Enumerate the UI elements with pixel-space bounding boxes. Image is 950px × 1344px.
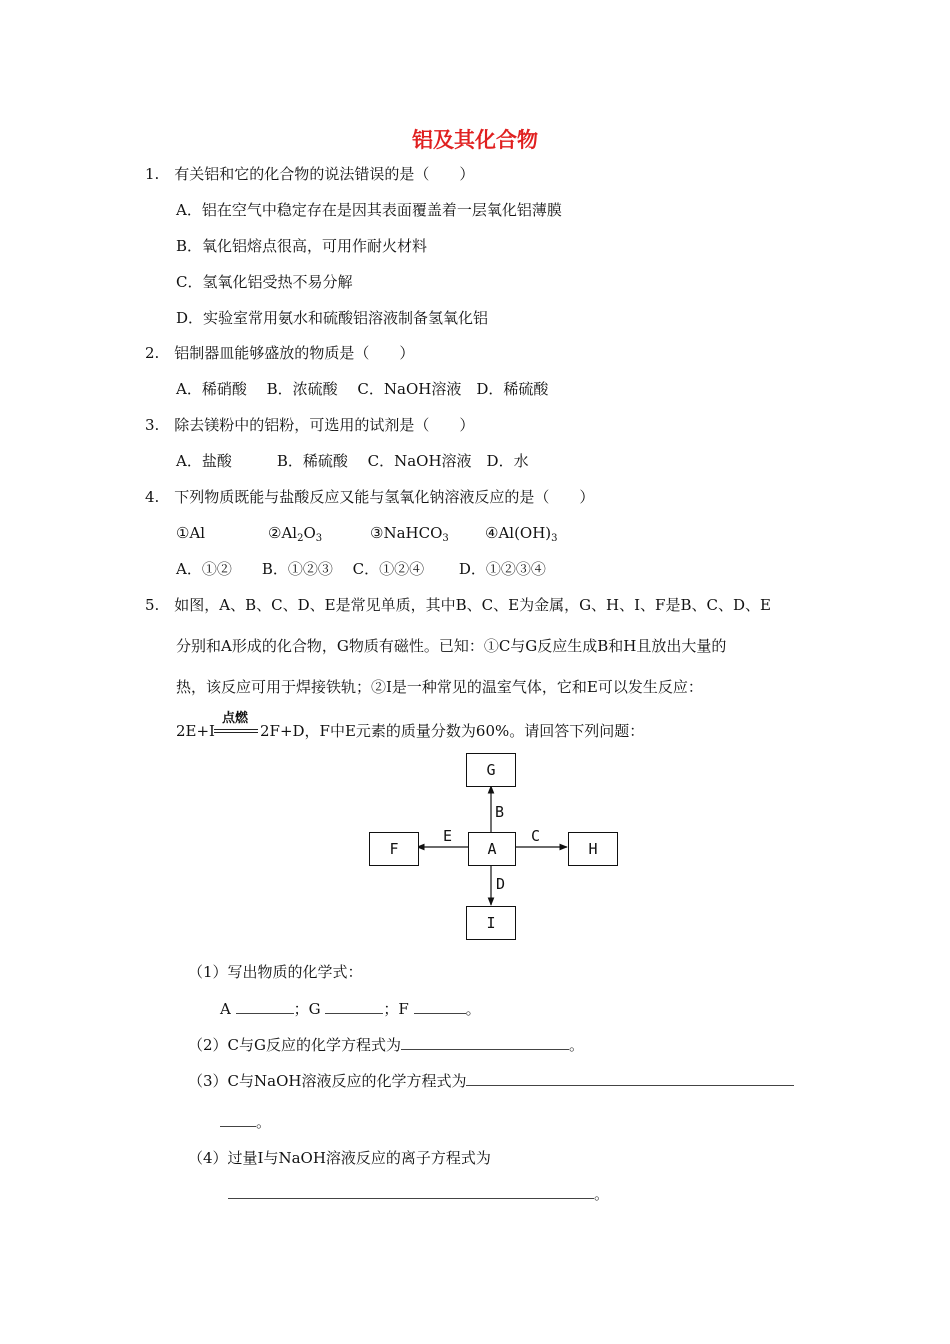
box-h: H bbox=[568, 832, 618, 866]
answer-a-blank[interactable] bbox=[236, 999, 294, 1014]
question-4-stem: 4. 下列物质既能与盐酸反应又能与氢氧化钠溶液反应的是（ ） bbox=[145, 488, 595, 506]
question-3-options: A．盐酸 B．稀硫酸 C．NaOH溶液 D．水 bbox=[176, 452, 529, 470]
question-5-stem-line-2: 分别和A形成的化合物，G物质有磁性。已知：①C与G反应生成B和H且放出大量的 bbox=[176, 637, 727, 655]
answer-3-blank-line-2[interactable] bbox=[220, 1112, 256, 1127]
question-4-item-3: ③NaHCO$_3$ bbox=[370, 524, 449, 544]
question-3-stem: 3. 除去镁粉中的铝粉，可选用的试剂是（ ） bbox=[145, 416, 475, 434]
box-a: A bbox=[468, 832, 516, 866]
box-i: I bbox=[466, 906, 516, 940]
box-g: G bbox=[466, 753, 516, 787]
question-1-stem: 1. 有关铝和它的化合物的说法错误的是（ ） bbox=[145, 165, 475, 183]
reaction-equation-right: 2F+D，F中E元素的质量分数为60%。请回答下列问题： bbox=[260, 722, 645, 740]
subquestion-4-answer: 。 bbox=[228, 1184, 609, 1204]
question-5-stem-line-1: 5. 如图，A、B、C、D、E是常见单质，其中B、C、E为金属，G、H、I、F是B、C、D、E bbox=[145, 596, 771, 614]
label-b: B bbox=[495, 803, 505, 821]
question-1-option-a: A．铝在空气中稳定存在是因其表面覆盖着一层氧化铝薄膜 bbox=[176, 201, 562, 219]
question-1-option-b: B．氧化铝熔点很高，可用作耐火材料 bbox=[176, 237, 428, 255]
label-d: D bbox=[496, 875, 506, 893]
question-4-options: A．①② B．①②③ C．①②④ D．①②③④ bbox=[176, 560, 546, 578]
question-4-item-4: $④Al(OH)_3$ bbox=[485, 524, 558, 544]
answer-4-blank[interactable] bbox=[228, 1184, 594, 1199]
question-1-option-d: D．实验室常用氨水和硫酸铝溶液制备氢氧化铝 bbox=[176, 309, 489, 327]
page-title: 铝及其化合物 bbox=[412, 128, 538, 152]
label-c: C bbox=[531, 827, 541, 845]
box-f: F bbox=[369, 832, 419, 866]
answer-f-blank[interactable] bbox=[414, 999, 466, 1014]
question-5-stem-line-3: 热，该反应可用于焊接铁轨；②I是一种常见的温室气体，它和E可以发生反应： bbox=[176, 678, 703, 696]
question-2-stem: 2. 铝制器皿能够盛放的物质是（ ） bbox=[145, 344, 415, 362]
answer-g-blank[interactable] bbox=[325, 999, 383, 1014]
question-1-option-c: C．氢氧化铝受热不易分解 bbox=[176, 273, 353, 291]
reaction-equation-left: 2E+I bbox=[176, 722, 215, 740]
label-e: E bbox=[443, 827, 453, 845]
subquestion-2: （2）C与G反应的化学方程式为 。 bbox=[188, 1036, 585, 1054]
subquestion-1: （1）写出物质的化学式： bbox=[188, 963, 363, 981]
subquestion-4: （4）过量I与NaOH溶液反应的离子方程式为 bbox=[188, 1149, 491, 1167]
answer-2-blank[interactable] bbox=[401, 1035, 569, 1050]
subquestion-3-continuation: 。 bbox=[220, 1112, 271, 1132]
subquestion-3: （3）C与NaOH溶液反应的化学方程式为 bbox=[188, 1071, 794, 1091]
question-4-item-2: $②Al_2O_3$ bbox=[268, 524, 323, 544]
answer-3-blank-line-1[interactable] bbox=[466, 1071, 794, 1086]
question-4-item-1: ①Al bbox=[176, 524, 206, 542]
reaction-condition bbox=[214, 712, 258, 742]
reaction-condition-label: 点燃 bbox=[222, 711, 249, 726]
question-2-options: A．稀硝酸 B．浓硫酸 C．NaOH溶液 D．稀硫酸 bbox=[176, 380, 549, 398]
subquestion-1-answers: A ；G ；F 。 bbox=[220, 1000, 481, 1018]
